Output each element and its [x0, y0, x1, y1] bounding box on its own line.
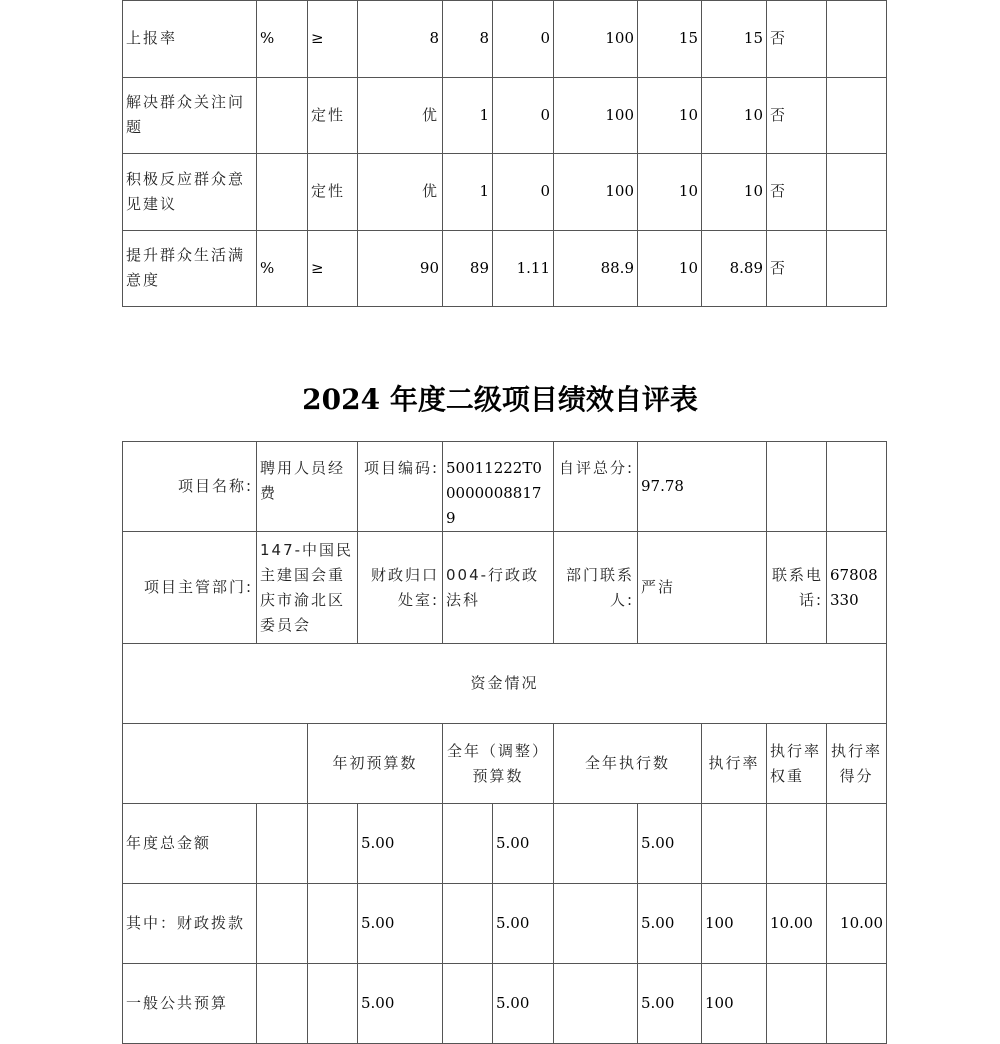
indicator-score: 15	[702, 1, 767, 78]
empty-cell	[308, 804, 358, 884]
indicator-target: 优	[358, 154, 443, 231]
indicator-score: 10	[702, 77, 767, 154]
indicator-name: 积极反应群众意见建议	[123, 154, 257, 231]
indicator-unit: %	[257, 1, 308, 78]
fund-rate: 100	[702, 884, 767, 964]
exec-rate-header: 执行率	[702, 724, 767, 804]
indicator-note	[827, 230, 887, 307]
adjusted-budget-header: 全年（调整）预算数	[443, 724, 554, 804]
indicator-actual: 1	[443, 154, 493, 231]
total-score-label: 自评总分:	[554, 442, 638, 532]
fund-row	[123, 964, 887, 1044]
fund-executed: 5.00	[638, 964, 702, 1044]
indicator-row	[123, 230, 887, 307]
indicator-flag: 否	[767, 77, 827, 154]
phone-label: 联系电话:	[767, 532, 827, 644]
fund-weight	[767, 964, 827, 1044]
fund-initial: 5.00	[358, 804, 443, 884]
indicator-actual: 89	[443, 230, 493, 307]
total-score: 97.78	[638, 442, 767, 532]
empty-cell	[827, 442, 887, 532]
empty-cell	[257, 804, 308, 884]
indicator-row	[123, 154, 887, 231]
project-name: 聘用人员经费	[257, 442, 358, 532]
empty-cell	[443, 964, 493, 1044]
project-info-row	[123, 442, 887, 532]
indicator-operator: 定性	[308, 154, 358, 231]
indicator-unit: %	[257, 230, 308, 307]
phone-value: 67808330	[827, 532, 887, 644]
project-code-label: 项目编码:	[358, 442, 443, 532]
indicator-weight: 15	[638, 1, 702, 78]
evaluation-table	[122, 441, 887, 1044]
fund-score	[827, 804, 887, 884]
fund-adjusted: 5.00	[493, 964, 554, 1044]
exec-score-header: 执行率得分	[827, 724, 887, 804]
indicator-note	[827, 154, 887, 231]
empty-cell	[257, 884, 308, 964]
project-name-label: 项目名称:	[123, 442, 257, 532]
initial-budget-header: 年初预算数	[308, 724, 443, 804]
indicator-unit	[257, 77, 308, 154]
executed-header: 全年执行数	[554, 724, 702, 804]
indicator-flag: 否	[767, 154, 827, 231]
fund-rate	[702, 804, 767, 884]
fund-score	[827, 964, 887, 1044]
empty-cell	[554, 884, 638, 964]
finance-office-value: 004-行政政法科	[443, 532, 554, 644]
indicator-target: 优	[358, 77, 443, 154]
fund-executed: 5.00	[638, 804, 702, 884]
page-title: 2024 年度二级项目绩效自评表	[302, 383, 698, 416]
indicator-actual: 8	[443, 1, 493, 78]
dept-label: 项目主管部门:	[123, 532, 257, 644]
dept-value: 147-中国民主建国会重庆市渝北区委员会	[257, 532, 358, 644]
indicator-unit	[257, 154, 308, 231]
indicator-flag: 否	[767, 1, 827, 78]
fund-initial: 5.00	[358, 964, 443, 1044]
indicator-score: 10	[702, 154, 767, 231]
exec-weight-header: 执行率权重	[767, 724, 827, 804]
funds-header-row	[123, 644, 887, 724]
indicator-deviation: 1.11	[493, 230, 554, 307]
indicator-name: 上报率	[123, 1, 257, 78]
indicator-note	[827, 1, 887, 78]
indicator-operator: 定性	[308, 77, 358, 154]
fund-label: 其中：财政拨款	[123, 884, 257, 964]
funds-header: 资金情况	[123, 644, 887, 724]
fund-weight	[767, 804, 827, 884]
empty-cell	[767, 442, 827, 532]
fund-row	[123, 804, 887, 884]
indicator-deviation: 0	[493, 1, 554, 78]
fund-rate: 100	[702, 964, 767, 1044]
project-code: 50011222T000000088179	[443, 442, 554, 532]
indicator-operator: ≥	[308, 230, 358, 307]
indicator-row	[123, 1, 887, 78]
fund-adjusted: 5.00	[493, 804, 554, 884]
indicator-actual: 1	[443, 77, 493, 154]
contact-value: 严洁	[638, 532, 767, 644]
indicator-deviation: 0	[493, 77, 554, 154]
indicator-deviation: 0	[493, 154, 554, 231]
fund-label: 一般公共预算	[123, 964, 257, 1044]
indicator-name: 解决群众关注问题	[123, 77, 257, 154]
indicator-weight: 10	[638, 154, 702, 231]
fund-initial: 5.00	[358, 884, 443, 964]
indicator-target: 90	[358, 230, 443, 307]
indicator-name: 提升群众生活满意度	[123, 230, 257, 307]
indicator-rate: 88.9	[554, 230, 638, 307]
empty-cell	[443, 884, 493, 964]
empty-cell	[554, 964, 638, 1044]
department-info-row	[123, 532, 887, 644]
indicator-row	[123, 77, 887, 154]
empty-cell	[308, 964, 358, 1044]
fund-executed: 5.00	[638, 884, 702, 964]
indicator-flag: 否	[767, 230, 827, 307]
empty-cell	[443, 804, 493, 884]
empty-cell	[554, 804, 638, 884]
fund-weight: 10.00	[767, 884, 827, 964]
indicator-rate: 100	[554, 77, 638, 154]
indicator-weight: 10	[638, 230, 702, 307]
indicator-note	[827, 77, 887, 154]
empty-header-cell	[123, 724, 308, 804]
indicator-table	[122, 0, 887, 307]
indicator-rate: 100	[554, 1, 638, 78]
empty-cell	[257, 964, 308, 1044]
indicator-weight: 10	[638, 77, 702, 154]
indicator-score: 8.89	[702, 230, 767, 307]
fund-adjusted: 5.00	[493, 884, 554, 964]
fund-score: 10.00	[827, 884, 887, 964]
indicator-target: 8	[358, 1, 443, 78]
funds-column-headers	[123, 724, 887, 804]
fund-label: 年度总金额	[123, 804, 257, 884]
indicator-rate: 100	[554, 154, 638, 231]
finance-office-label: 财政归口处室:	[358, 532, 443, 644]
empty-cell	[308, 884, 358, 964]
indicator-operator: ≥	[308, 1, 358, 78]
contact-label: 部门联系人:	[554, 532, 638, 644]
fund-row	[123, 884, 887, 964]
